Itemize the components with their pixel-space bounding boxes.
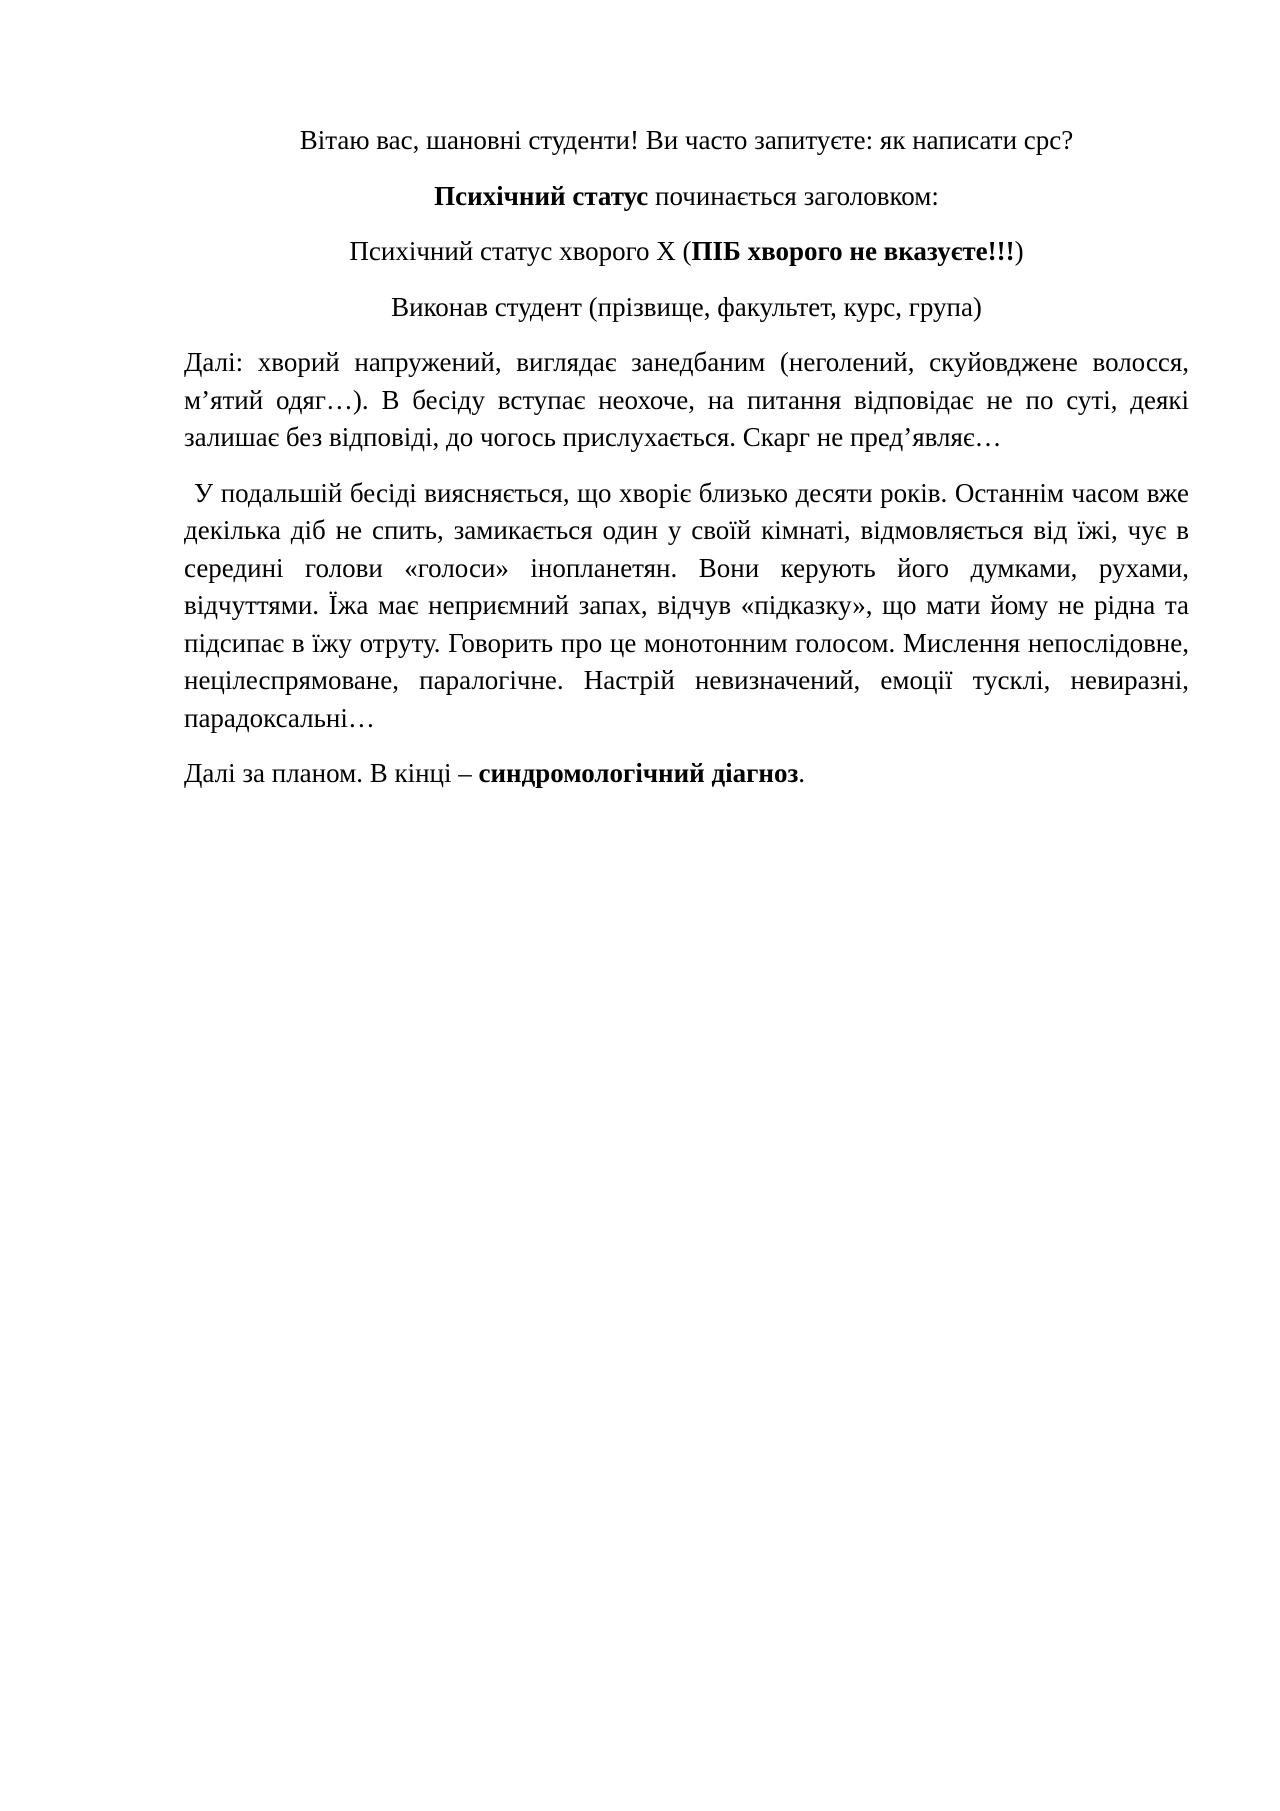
closing-line (184, 755, 1189, 793)
document-page (184, 122, 1189, 811)
closing-suffix: . (798, 758, 806, 788)
heading-bold: Психічний статус (434, 180, 649, 211)
closing-prefix: Далі за планом. В кінці – (184, 758, 479, 788)
title-prefix: Психічний статус хворого Х ( (349, 236, 692, 266)
author-line: Виконав студент (прізвище, факультет, курс, група) (391, 291, 982, 322)
title-line (184, 233, 1189, 271)
paragraph-2: У подальшій бесіді виясняється, що хворіє близько десяти років. Останнім часом вже декілька діб не спить, замикається один у своїй кімнаті, відмовляється від їжі, чує в середині голови «голоси» інопланетян. Вони керують його думками, рухами, відчуттями. Їжа має неприємний запах, відчув «підказку», що мати йому не рідна та підсипає в їжу отруту. Говорить про це монотонним голосом. Мислення непослідовне, нецілеспрямоване, паралогічне. Настрій невизначений, емоції тусклі, невиразні, парадоксальні… (184, 477, 1189, 733)
heading-line (184, 178, 1189, 216)
closing-bold: синдромологічний діагноз (478, 758, 799, 788)
title-suffix: ) (1014, 236, 1024, 266)
heading-rest: починається заголовком: (648, 180, 939, 211)
title-bold: ПІБ хворого не вказуєте!!! (691, 236, 1015, 266)
greeting-line: Вітаю вас, шановні студенти! Ви часто запитуєте: як написати срс? (299, 125, 1074, 155)
paragraph-1: Далі: хворий напружений, виглядає занедбаним (неголений, скуйовджене волосся, м’ятий одяг…). В бесіду вступає неохоче, на питання відповідає не по суті, деякі залишає без відповіді, до чогось прислухається. Скарг не пред’являє… (184, 347, 1189, 452)
